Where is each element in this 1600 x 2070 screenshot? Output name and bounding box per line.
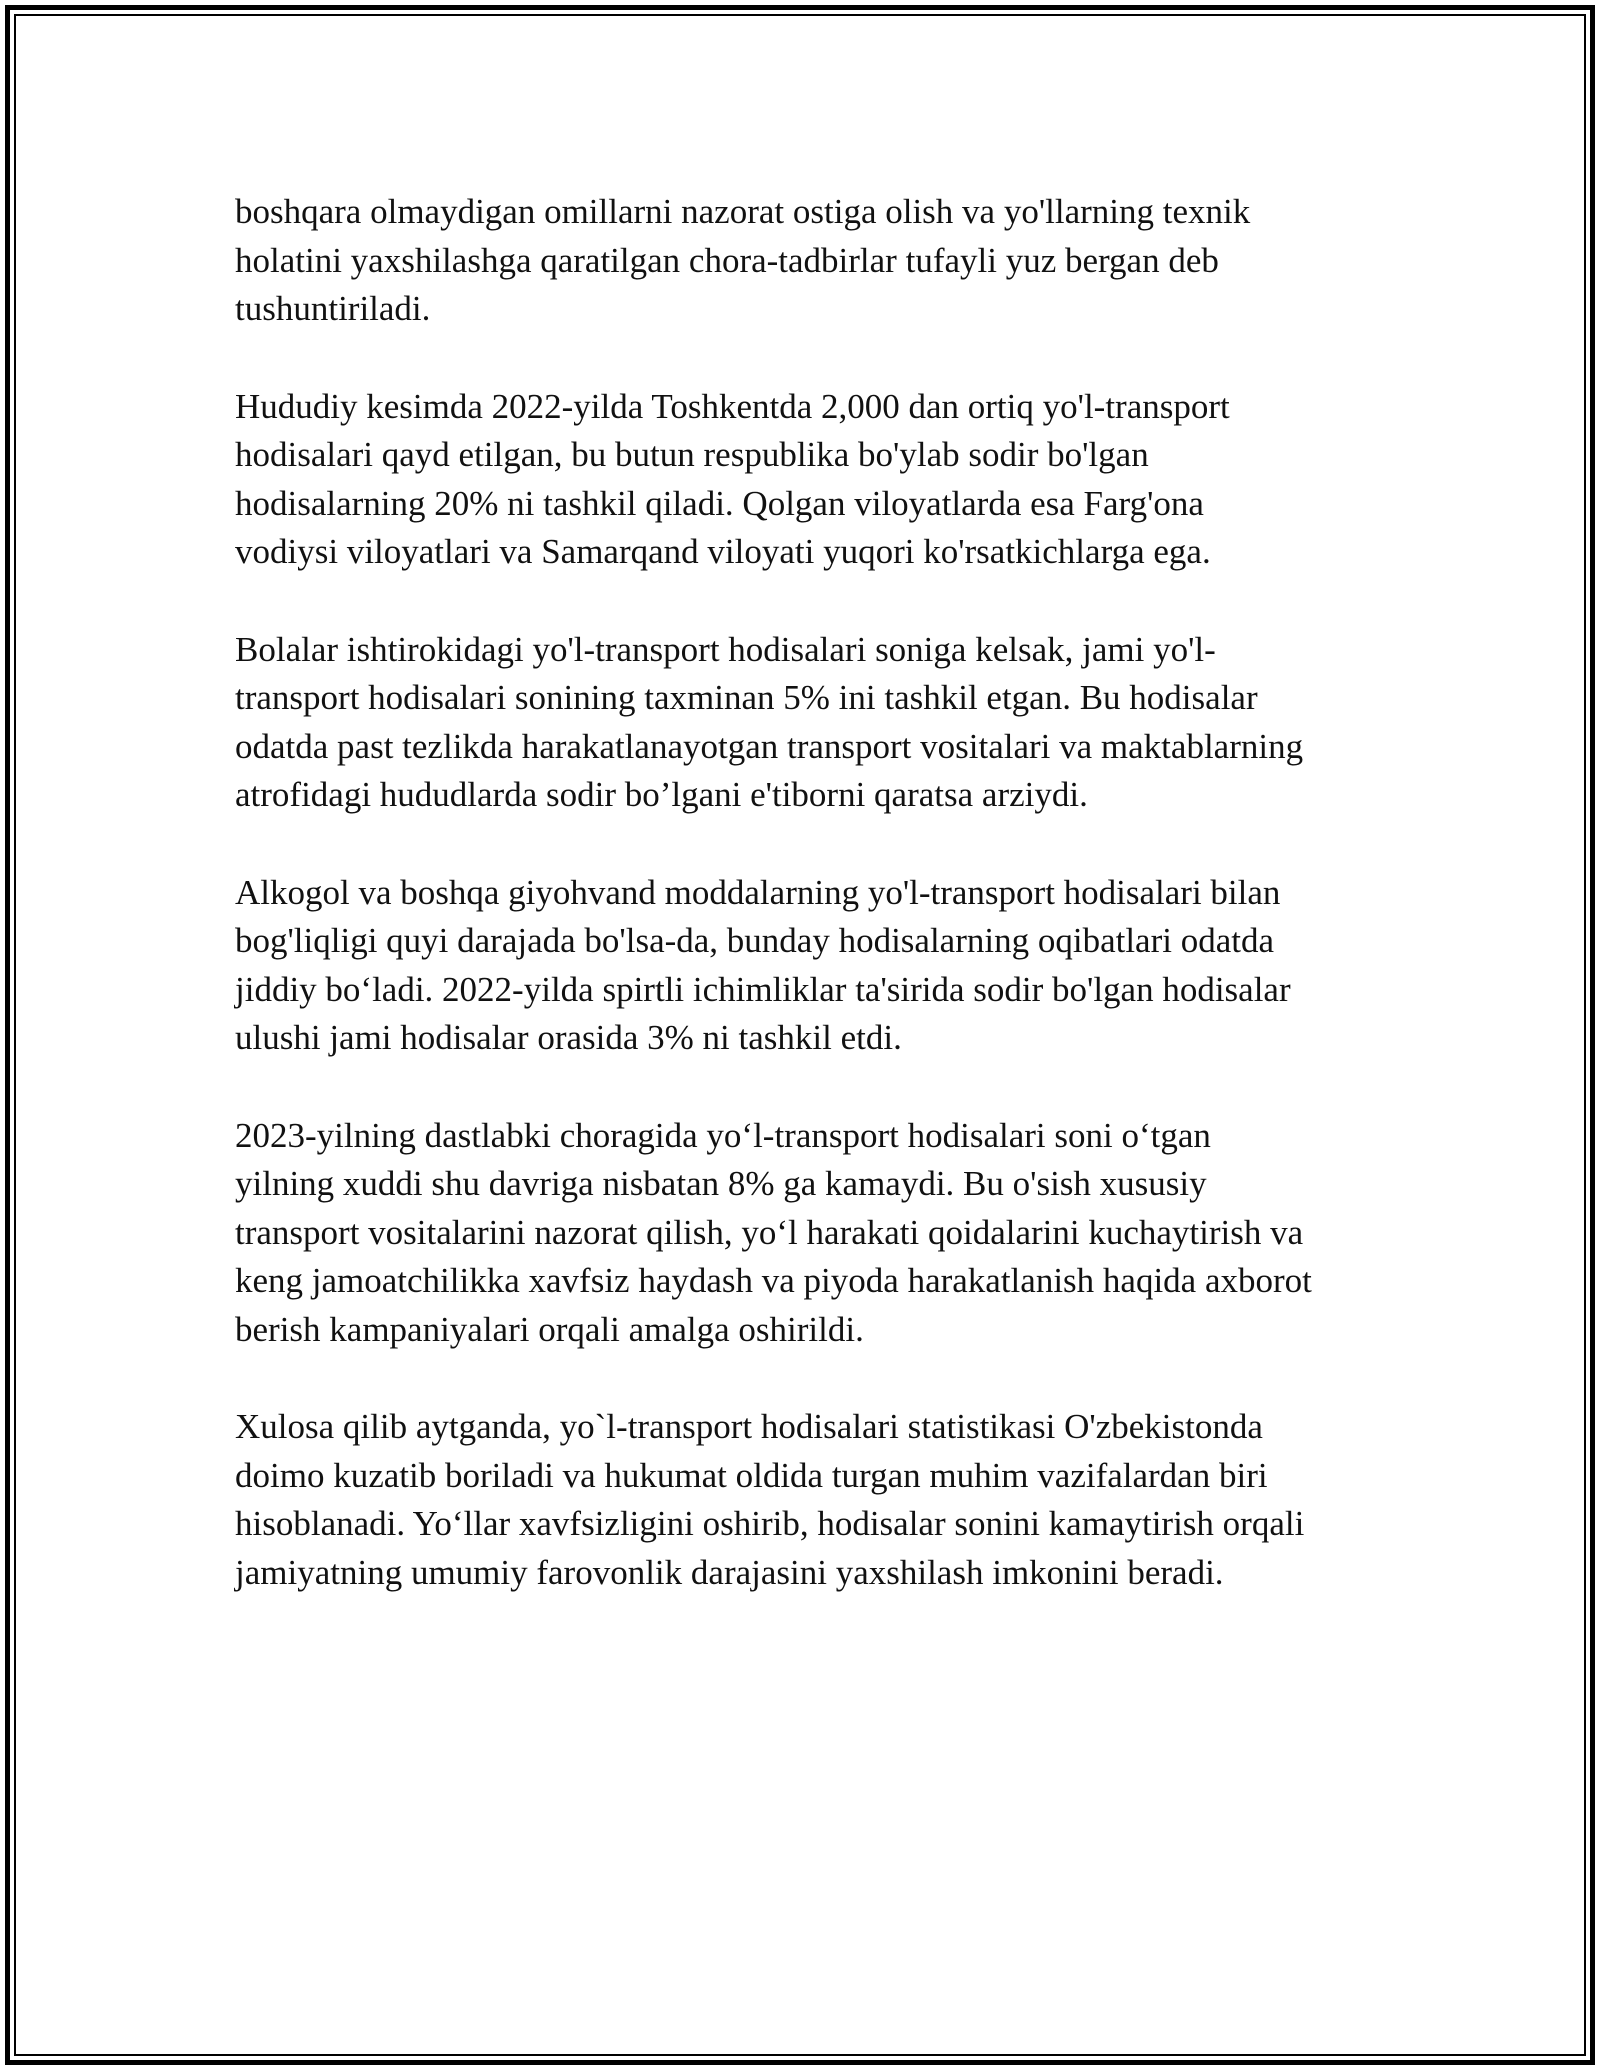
paragraph-4: Alkogol va boshqa giyohvand moddalarning yo'l-transport hodisalari bilan bog'liqligi quyi darajada bo'lsa-da, bunday hodisalarning oqibatlari odatda jiddiy bo‘ladi. 2022-yilda spirtli ichimliklar ta'sirida sodir bo'lgan hodisalar ulushi jami hodisalar orasida 3% ni tashkil etdi.: [235, 872, 1291, 1057]
paragraph-6: Xulosa qilib aytganda, yo`l-transport hodisalari statistikasi O'zbekistonda doimo kuzatib boriladi va hukumat oldida turgan muhim vazifalardan biri hisoblanadi. Yo‘llar xavfsizligini oshirib, hodisalar sonini kamaytirish orqali jamiyatning umumiy farovonlik darajasini yaxshilash imkonini beradi.: [235, 1407, 1305, 1592]
document-body: [235, 188, 1385, 1646]
paragraph-2: Hududiy kesimda 2022-yilda Toshkentda 2,000 dan ortiq yo'l-transport hodisalari qayd etilgan, bu butun respublika bo'ylab sodir bo'lgan hodisalarning 20% ni tashkil qiladi. Qolgan viloyatlarda esa Farg'ona vodiysi viloyatlari va Samarqand viloyati yuqori ko'rsatkichlarga ega.: [235, 386, 1230, 571]
paragraph-3: Bolalar ishtirokidagi yo'l-transport hodisalari soniga kelsak, jami yo'l- transport hodisalari sonining taxminan 5% ini tashkil etgan. Bu hodisalar odatda past tezlikda harakatlanayotgan transport vositalari va maktablarning atrofidagi hududlarda sodir bo’lgani e'tiborni qaratsa arziydi.: [235, 629, 1304, 814]
paragraph-5: 2023-yilning dastlabki choragida yo‘l-transport hodisalari soni o‘tgan yilning xuddi shu davriga nisbatan 8% ga kamaydi. Bu o'sish xususiy transport vositalarini nazorat qilish, yo‘l harakati qoidalarini kuchaytirish va keng jamoatchilikka xavfsiz haydash va piyoda harakatlanish haqida axborot berish kampaniyalari orqali amalga oshirildi.: [235, 1115, 1312, 1349]
paragraph-1: boshqara olmaydigan omillarni nazorat ostiga olish va yo'llarning texnik holatini yaxshilashga qaratilgan chora-tadbirlar tufayli yuz bergan deb tushuntiriladi.: [235, 192, 1251, 328]
